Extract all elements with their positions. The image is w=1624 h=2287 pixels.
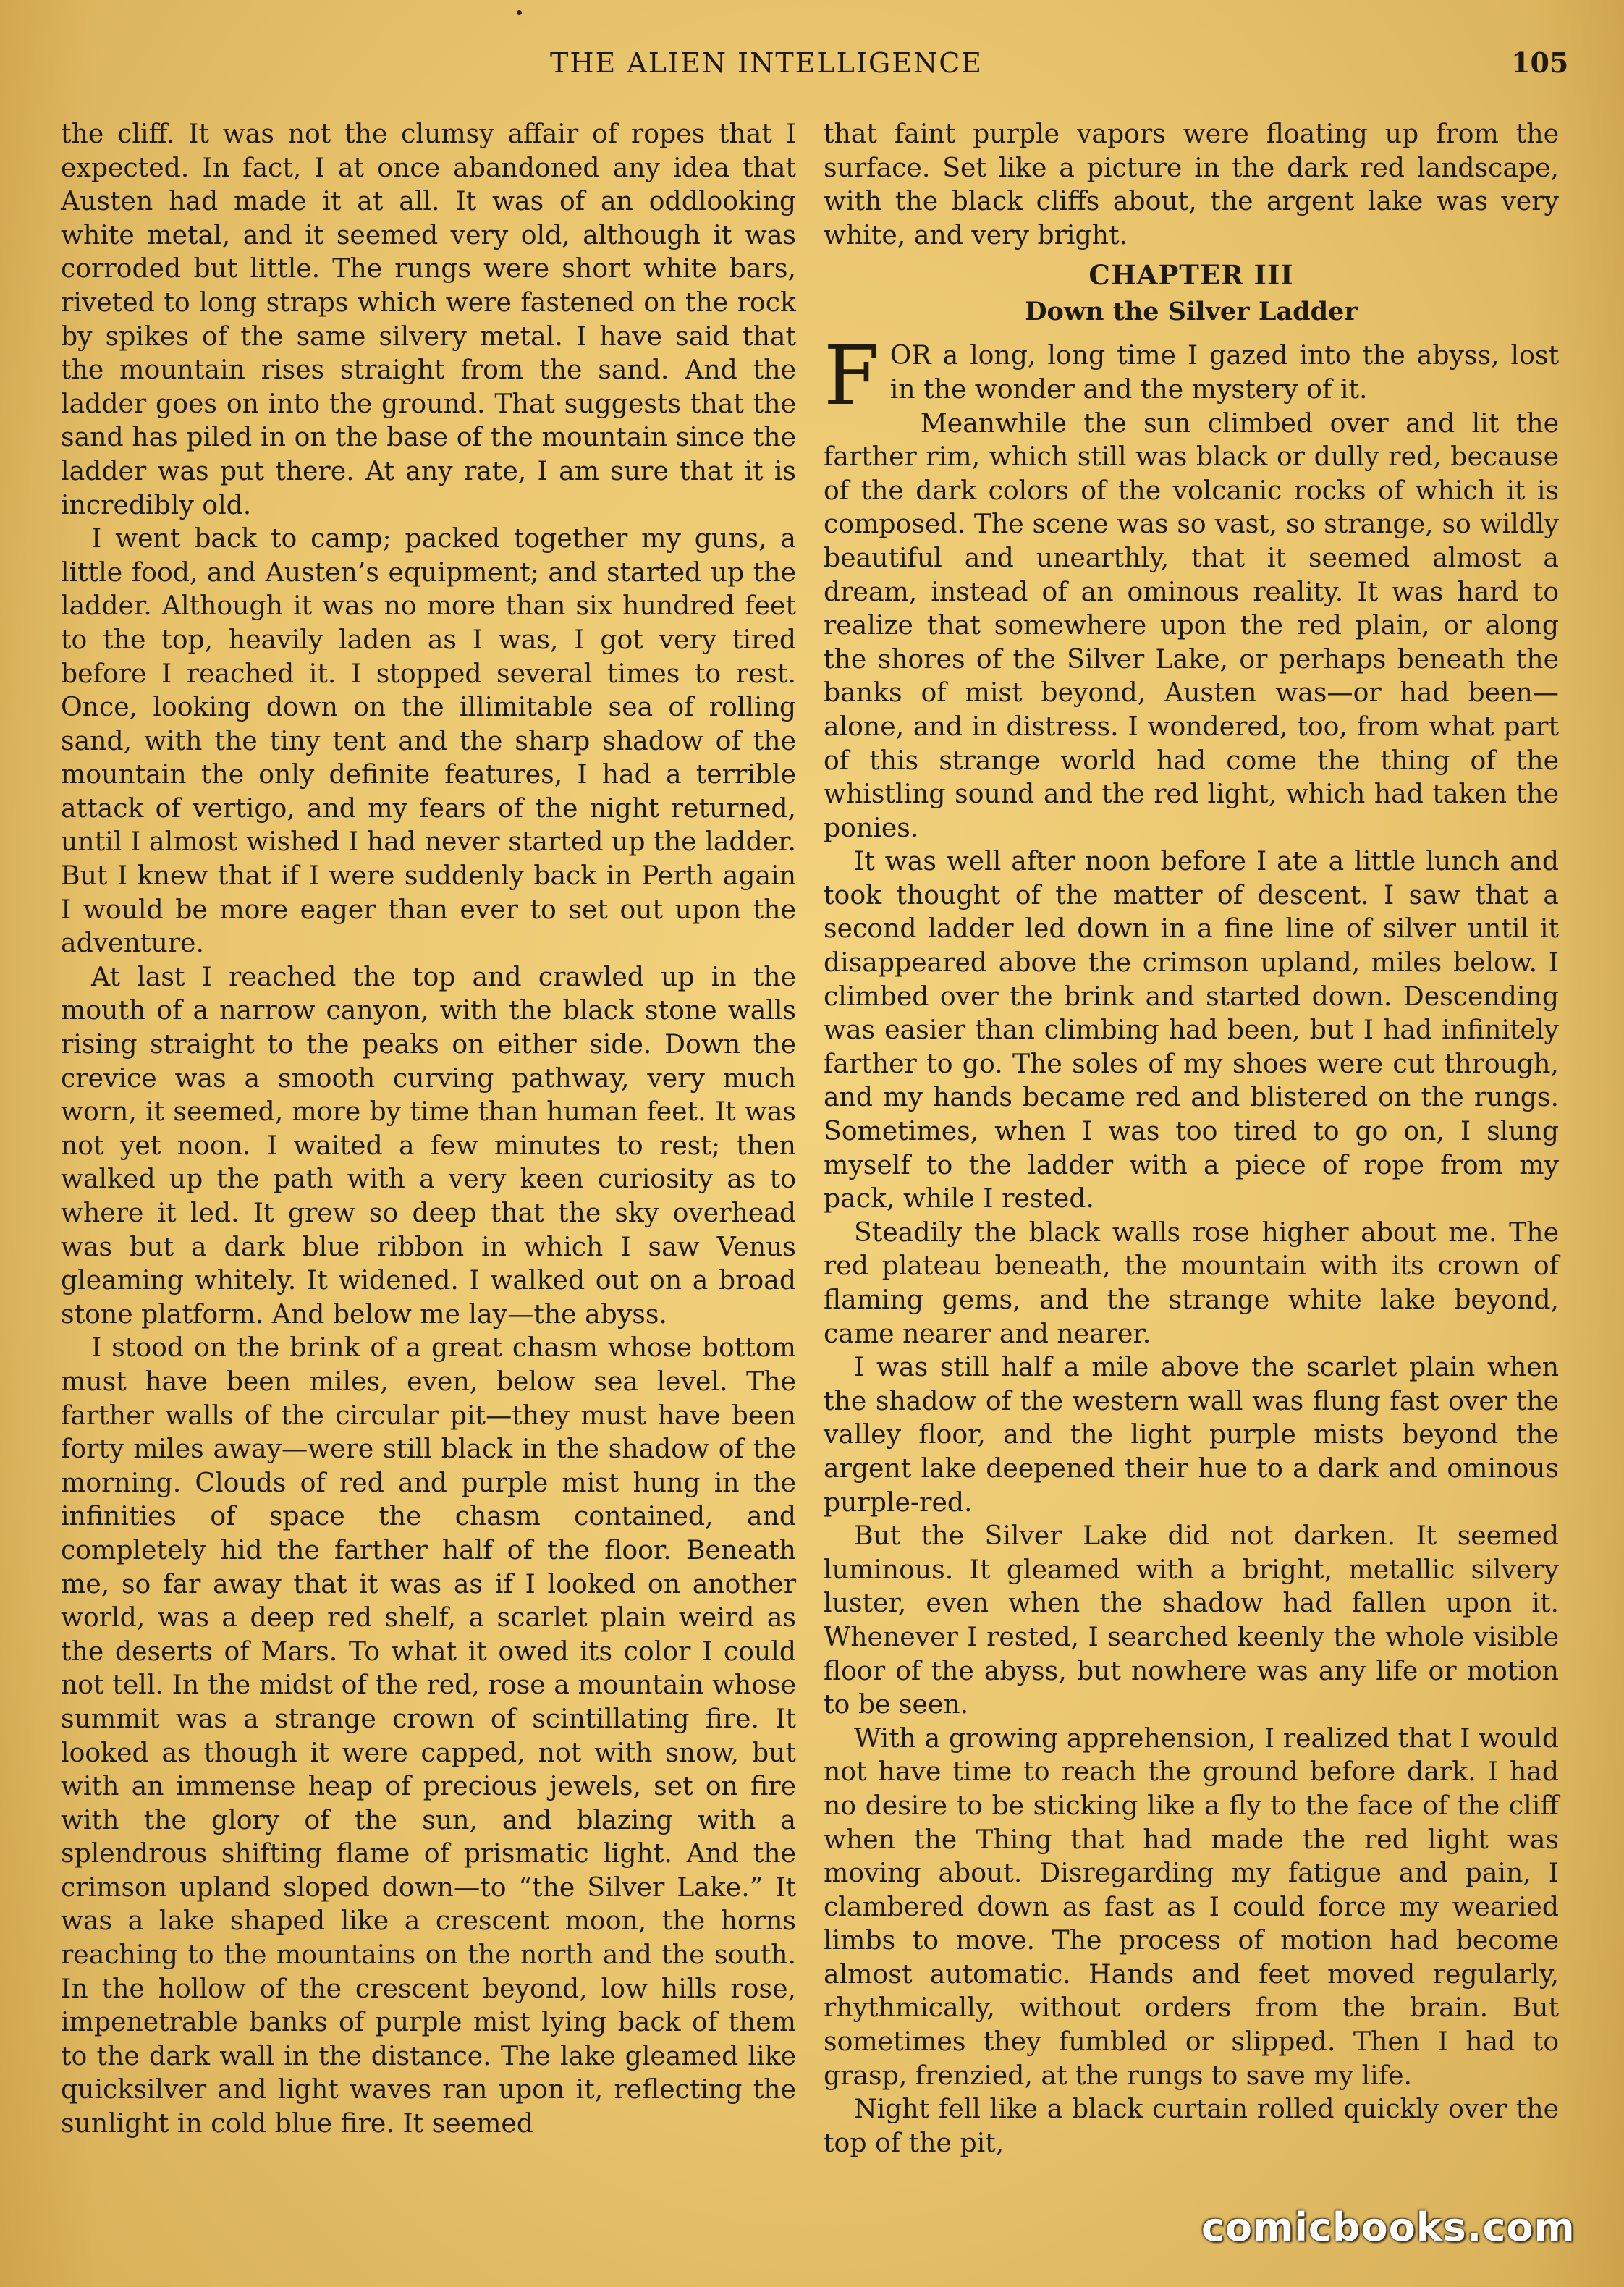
right-column — [824, 117, 1559, 2160]
paragraph: At last I reached the top and crawled up in the mouth of a narrow canyon, with the black stone walls rising straight to the peaks on either side. Down the crevice was a smooth curving pathway, very much worn, it seemed, more by time than human feet. It was not yet noon. I waited a few minutes to rest; then walked up the path with a very keen curiosity as to where it led. It grew so deep that the sky overhead was but a dark blue ribbon in which I saw Venus gleaming whitely. It widened. I walked out on a broad stone platform. And below me lay—the abyss. — [61, 960, 796, 1329]
page-number: 105 — [1511, 46, 1569, 79]
drop-cap: F — [824, 329, 880, 424]
paragraph: Meanwhile the sun climbed over and lit the farther rim, which still was black or dully red, because of the dark colors of the volcanic rocks of which it is composed. The scene was so vast, so strange, so wildly beautiful and unearthly, that it seemed almost a dream, instead of an ominous reality. It was hard to realize that somewhere upon the red plain, or along the shores of the Silver Lake, or perhaps beneath the banks of mist beyond, Austen was—or had been—alone, and in distress. I wondered, too, from what part of this strange world had come the thing of the whistling sound and the red light, which had taken the ponies. — [824, 407, 1559, 843]
paragraph: the cliff. It was not the clumsy affair of ropes that I expected. In fact, I at once abandoned any idea that Austen had made it at all. It was of an oddlooking white metal, and it seemed very old, although it was corroded but little. The rungs were short white bars, riveted to long straps which were fastened on the rock by spikes of the same silvery metal. I have said that the mountain rises straight from the sand. And the ladder goes on into the ground. That suggests that the sand has piled in on the base of the mountain since the ladder was put there. At any rate, I am sure that it is incredibly old. — [61, 118, 796, 520]
opening-paragraph-text: OR a long, long time I gazed into the abyss, lost in the wonder and the mystery of it. — [889, 339, 1559, 405]
chapter-number: CHAPTER III — [1088, 259, 1294, 292]
paragraph: Night fell like a black curtain rolled quickly over the top of the pit, — [824, 2093, 1559, 2158]
paragraph: I went back to camp; packed together my guns, a little food, and Austen’s equipment; and started up the ladder. Although it was no more than six hundred feet to the top, heavily laden as I was, I got very tired before I reached it. I stopped several times to rest. Once, looking down on the illimitable sea of rolling sand, with the tiny tent and the sharp shadow of the mountain the only definite features, I had a terrible attack of vertigo, and my fears of the night returned, until I almost wished I had never started up the ladder. But I knew that if I were suddenly back in Perth again I would be more eager than ever to set out upon the adventure. — [61, 523, 796, 959]
running-header — [0, 45, 1624, 88]
paragraph: I was still half a mile above the scarlet plain when the shadow of the western wall was flung fast over the valley floor, and the light purple mists beyond the argent lake deepened their hue to a dark and ominous purple-red. — [824, 1351, 1559, 1518]
watermark: comicbooks.com — [1201, 2204, 1576, 2250]
ink-speck — [517, 10, 522, 15]
paragraph: With a growing apprehension, I realized that I would not have time to reach the ground before dark. I had no desire to be sticking like a fly to the face of the cliff when the Thing that had made the red light was moving about. Disregarding my fatigue and pain, I clambered down as fast as I could force my wearied limbs to move. The process of motion had become almost automatic. Hands and feet moved regularly, rhythmically, without orders from the brain. But sometimes they fumbled or slipped. Then I had to grasp, frenzied, at the rungs to save my life. — [824, 1722, 1559, 2091]
paragraph: It was well after noon before I ate a little lunch and took thought of the matter of descent. I saw that a second ladder led down in a fine line of silver until it disappeared above the crimson upland, miles below. I climbed over the brink and started down. Descending was easier than climbing had been, but I had infinitely farther to go. The soles of my shoes were cut through, and my hands became red and blistered on the rungs. Sometimes, when I was too tired to go on, I slung myself to the ladder with a piece of rope from my pack, while I rested. — [824, 845, 1559, 1214]
paragraph: I stood on the brink of a great chasm whose bottom must have been miles, even, below sea level. The farther walls of the circular pit—they must have been forty miles away—were still black in the shadow of the morning. Clouds of red and purple mist hung in the infinities of space the chasm contained, and completely hid the farther half of the floor. Beneath me, so far away that it was as if I looked on another world, was a deep red shelf, a scarlet plain weird as the deserts of Mars. To what it owed its color I could not tell. In the midst of the red, rose a mountain whose summit was a strange crown of scintillating fire. It looked as though it were capped, not with snow, but with an immense heap of precious jewels, set on fire with the glory of the sun, and blazing with a splendrous shifting flame of prismatic light. And the crimson upland sloped down—to “the Silver Lake.” It was a lake shaped like a crescent moon, the horns reaching to the mountains on the north and the south. In the hollow of the crescent beyond, low hills rose, impenetrable banks of purple mist lying back of them to the dark wall in the distance. The lake gleamed like quicksilver and light waves ran upon it, reflecting the sunlight in cold blue fire. It seemed — [61, 1332, 796, 2139]
paragraph: Steadily the black walls rose higher about me. The red plateau beneath, the mountain with its crown of flaming gems, and the strange white lake beyond, came nearer and nearer. — [824, 1216, 1559, 1349]
running-title: THE ALIEN INTELLIGENCE — [550, 47, 984, 79]
left-column — [61, 117, 796, 2141]
opening-paragraph — [824, 329, 1559, 424]
chapter-title: Down the Silver Ladder — [1025, 297, 1358, 327]
paragraph: that faint purple vapors were floating up from the surface. Set like a picture in the dark red landscape, with the black cliffs about, the argent lake was very white, and very bright. — [824, 118, 1559, 250]
paragraph: But the Silver Lake did not darken. It seemed luminous. It gleamed with a bright, metallic silvery luster, even when the shadow had fallen upon it. Whenever I rested, I searched keenly the whole visible floor of the abyss, but nowhere was any life or motion to be seen. — [824, 1520, 1559, 1720]
